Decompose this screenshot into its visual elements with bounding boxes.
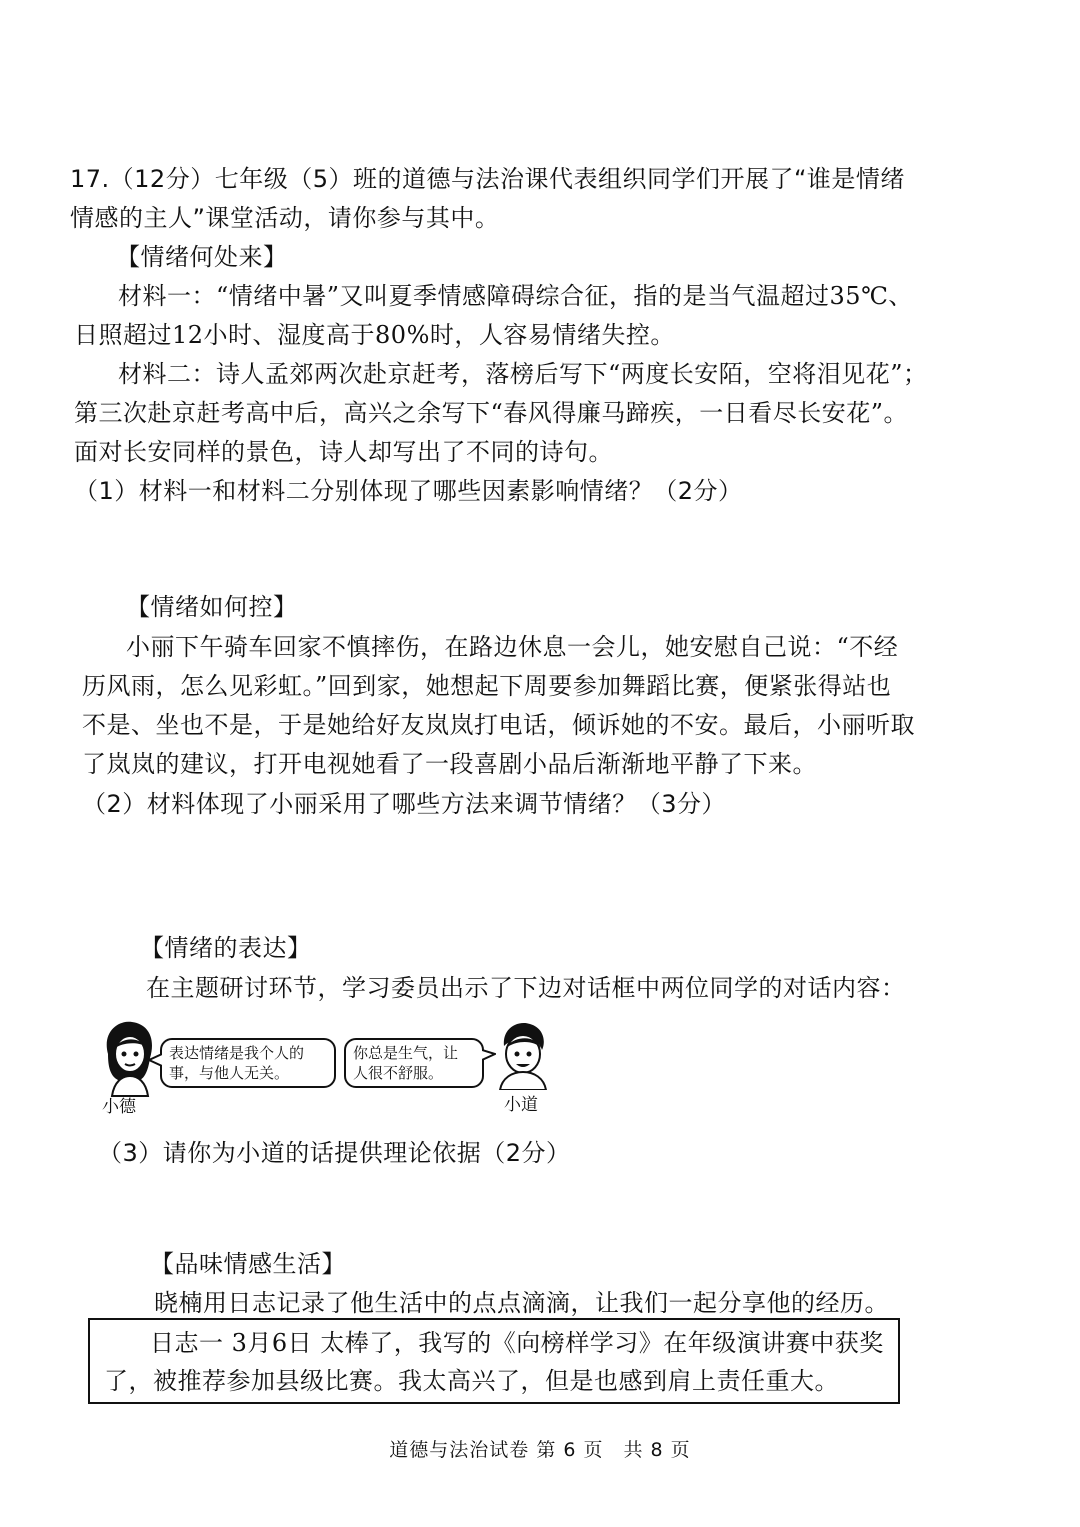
material-2-line-3: 面对长安同样的景色，诗人却写出了不同的诗句。: [74, 438, 613, 466]
bubble-text-line: 事，与他人无关。: [169, 1064, 290, 1082]
question-line-1: 17.（12分）七年级（5）班的道德与法治课代表组织同学们开展了“谁是情绪: [70, 165, 905, 193]
material-1-line-1: 材料一：“情绪中暑”又叫夏季情感障碍综合征，指的是当气温超过35℃、: [118, 282, 913, 310]
question-line-2: 情感的主人”课堂活动，请你参与其中。: [70, 204, 500, 232]
bubble-text-line: 表达情绪是我个人的: [169, 1044, 305, 1062]
journal-line-2: 了，被推荐参加县级比赛。我太高兴了，但是也感到肩上责任重大。: [104, 1367, 839, 1395]
page-footer: 道德与法治试卷 第 6 页 共 8 页: [389, 1439, 691, 1461]
journal-line-1: 日志一 3月6日 太棒了，我写的《向榜样学习》在年级演讲赛中获奖: [150, 1329, 884, 1357]
question-2: （2）材料体现了小丽采用了哪些方法来调节情绪？（3分）: [82, 790, 727, 818]
story-line-4: 了岚岚的建议，打开电视她看了一段喜剧小品后渐渐地平静了下来。: [82, 750, 817, 778]
bubble-text-line: 你总是生气，让: [353, 1044, 459, 1062]
story-line-2: 历风雨，怎么见彩虹。”回到家，她想起下周要参加舞蹈比赛，便紧张得站也: [82, 672, 892, 700]
section-title-emotion-source: 【情绪何处来】: [116, 243, 288, 271]
boy-character-icon: [492, 1020, 552, 1090]
dialogue-comic: [96, 1018, 556, 1118]
speech-bubble-xiaode: [160, 1038, 336, 1088]
bubble-text-line: 人很不舒服。: [353, 1064, 444, 1082]
question-1: （1）材料一和材料二分别体现了哪些因素影响情绪？（2分）: [74, 477, 743, 505]
story-line-3: 不是、坐也不是，于是她给好友岚岚打电话，倾诉她的不安。最后，小丽听取: [82, 711, 915, 739]
speech-bubble-xiaodao: [344, 1038, 484, 1088]
section-title-emotion-expression: 【情绪的表达】: [140, 934, 312, 962]
journal-intro: 晓楠用日志记录了他生活中的点点滴滴，让我们一起分享他的经历。: [154, 1289, 889, 1317]
bubble-tail-left-icon: [148, 1052, 162, 1068]
character-name-xiaode: 小德: [102, 1097, 136, 1117]
question-3: （3）请你为小道的话提供理论依据（2分）: [98, 1139, 571, 1167]
material-2-line-1: 材料二：诗人孟郊两次赴京赶考，落榜后写下“两度长安陌，空将泪见花”；: [118, 360, 928, 388]
section-title-emotion-control: 【情绪如何控】: [126, 593, 298, 621]
section-title-emotional-life: 【品味情感生活】: [150, 1250, 346, 1278]
material-2-line-2: 第三次赴京赶考高中后，高兴之余写下“春风得廉马蹄疾，一日看尽长安花”。: [74, 399, 909, 427]
discussion-intro: 在主题研讨环节，学习委员出示了下边对话框中两位同学的对话内容：: [146, 974, 906, 1002]
character-name-xiaodao: 小道: [504, 1095, 538, 1115]
material-1-line-2: 日照超过12小时、湿度高于80%时，人容易情绪失控。: [74, 321, 675, 349]
story-line-1: 小丽下午骑车回家不慎摔伤，在路边休息一会儿，她安慰自己说：“不经: [126, 633, 899, 661]
